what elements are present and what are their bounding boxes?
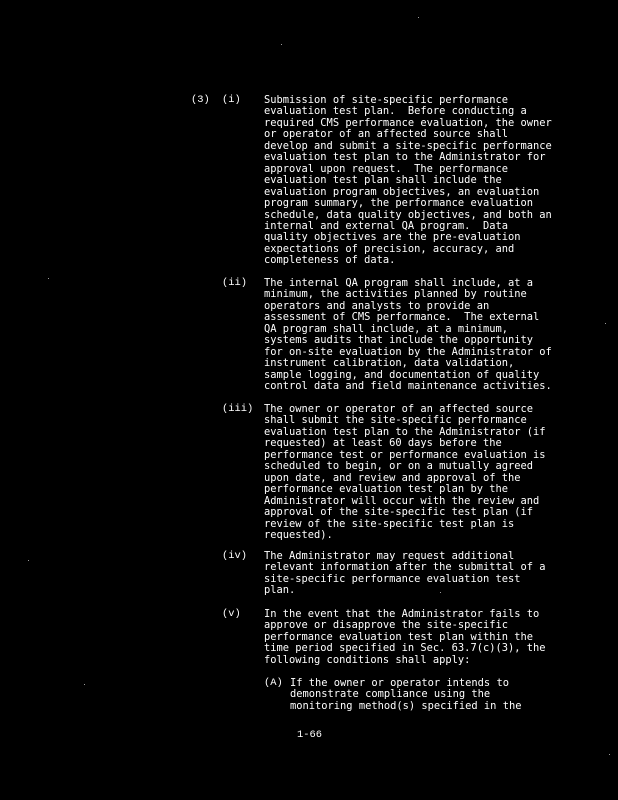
item-label-iii: (iii) (222, 403, 254, 415)
paragraph-iv: The Administrator may request additional relevant information after the submittal of a site-specific performance evaluation test plan. (264, 550, 546, 597)
scan-speck (440, 592, 441, 593)
item-label-v: (v) (222, 608, 241, 620)
page-number: 1-66 (297, 729, 322, 741)
paragraph-iii: The owner or operator of an affected source shall submit the site-specific performance evaluation test plan to the Administrator (if requested) at least 60 days before the performance test or performance evaluation is scheduled to begin, or on a mutually agreed upon date, and review and approval of the performance evaluation test plan by the Administrator will occur with the review and approval of the site-specific test plan (if review of the site-specific test plan is requested). (264, 403, 546, 541)
item-label-ii: (ii) (222, 277, 247, 289)
paragraph-i: Submission of site-specific performance evaluation test plan. Before conducting a required CMS performance evaluation, the owner or operator of an affected source shall develop and submit a site-specific performance evaluation test plan to the Administrator for approval upon request. The performance evaluation test plan shall include the evaluation program objectives, an evaluation program summary, the performance evaluation schedule, data quality objectives, and both an internal and external QA program. Data quality objectives are the pre-evaluation expectations of precision, accuracy, and completeness of data. (264, 94, 552, 267)
scan-speck (605, 323, 606, 324)
scan-speck (28, 560, 29, 561)
scan-speck (48, 278, 49, 279)
subparagraph-a: If the owner or operator intends to demonstrate compliance using the monitoring method(s) specified in the (290, 677, 522, 712)
item-label-iv: (iv) (222, 550, 247, 562)
scan-speck (609, 754, 610, 755)
paragraph-v: In the event that the Administrator fails to approve or disapprove the site-specific performance evaluation test plan within the time period specified in Sec. 63.7(c)(3), the following conditions shall apply: (264, 608, 546, 666)
paragraph-ii: The internal QA program shall include, at a minimum, the activities planned by routine operators and analysts to provide an assessment of CMS performance. The external QA program shall include, at a minimum, systems audits that include the opportunity for on-site evaluation by the Administrator of instrument calibration, data validation, sample logging, and documentation of quality control data and field maintenance activities. (264, 277, 552, 393)
scan-speck (281, 44, 282, 45)
scan-speck (418, 17, 419, 18)
item-label-i: (i) (222, 94, 241, 106)
section-number-label: (3) (191, 94, 210, 106)
scan-speck (84, 684, 85, 685)
subitem-label-a: (A) (264, 677, 283, 689)
